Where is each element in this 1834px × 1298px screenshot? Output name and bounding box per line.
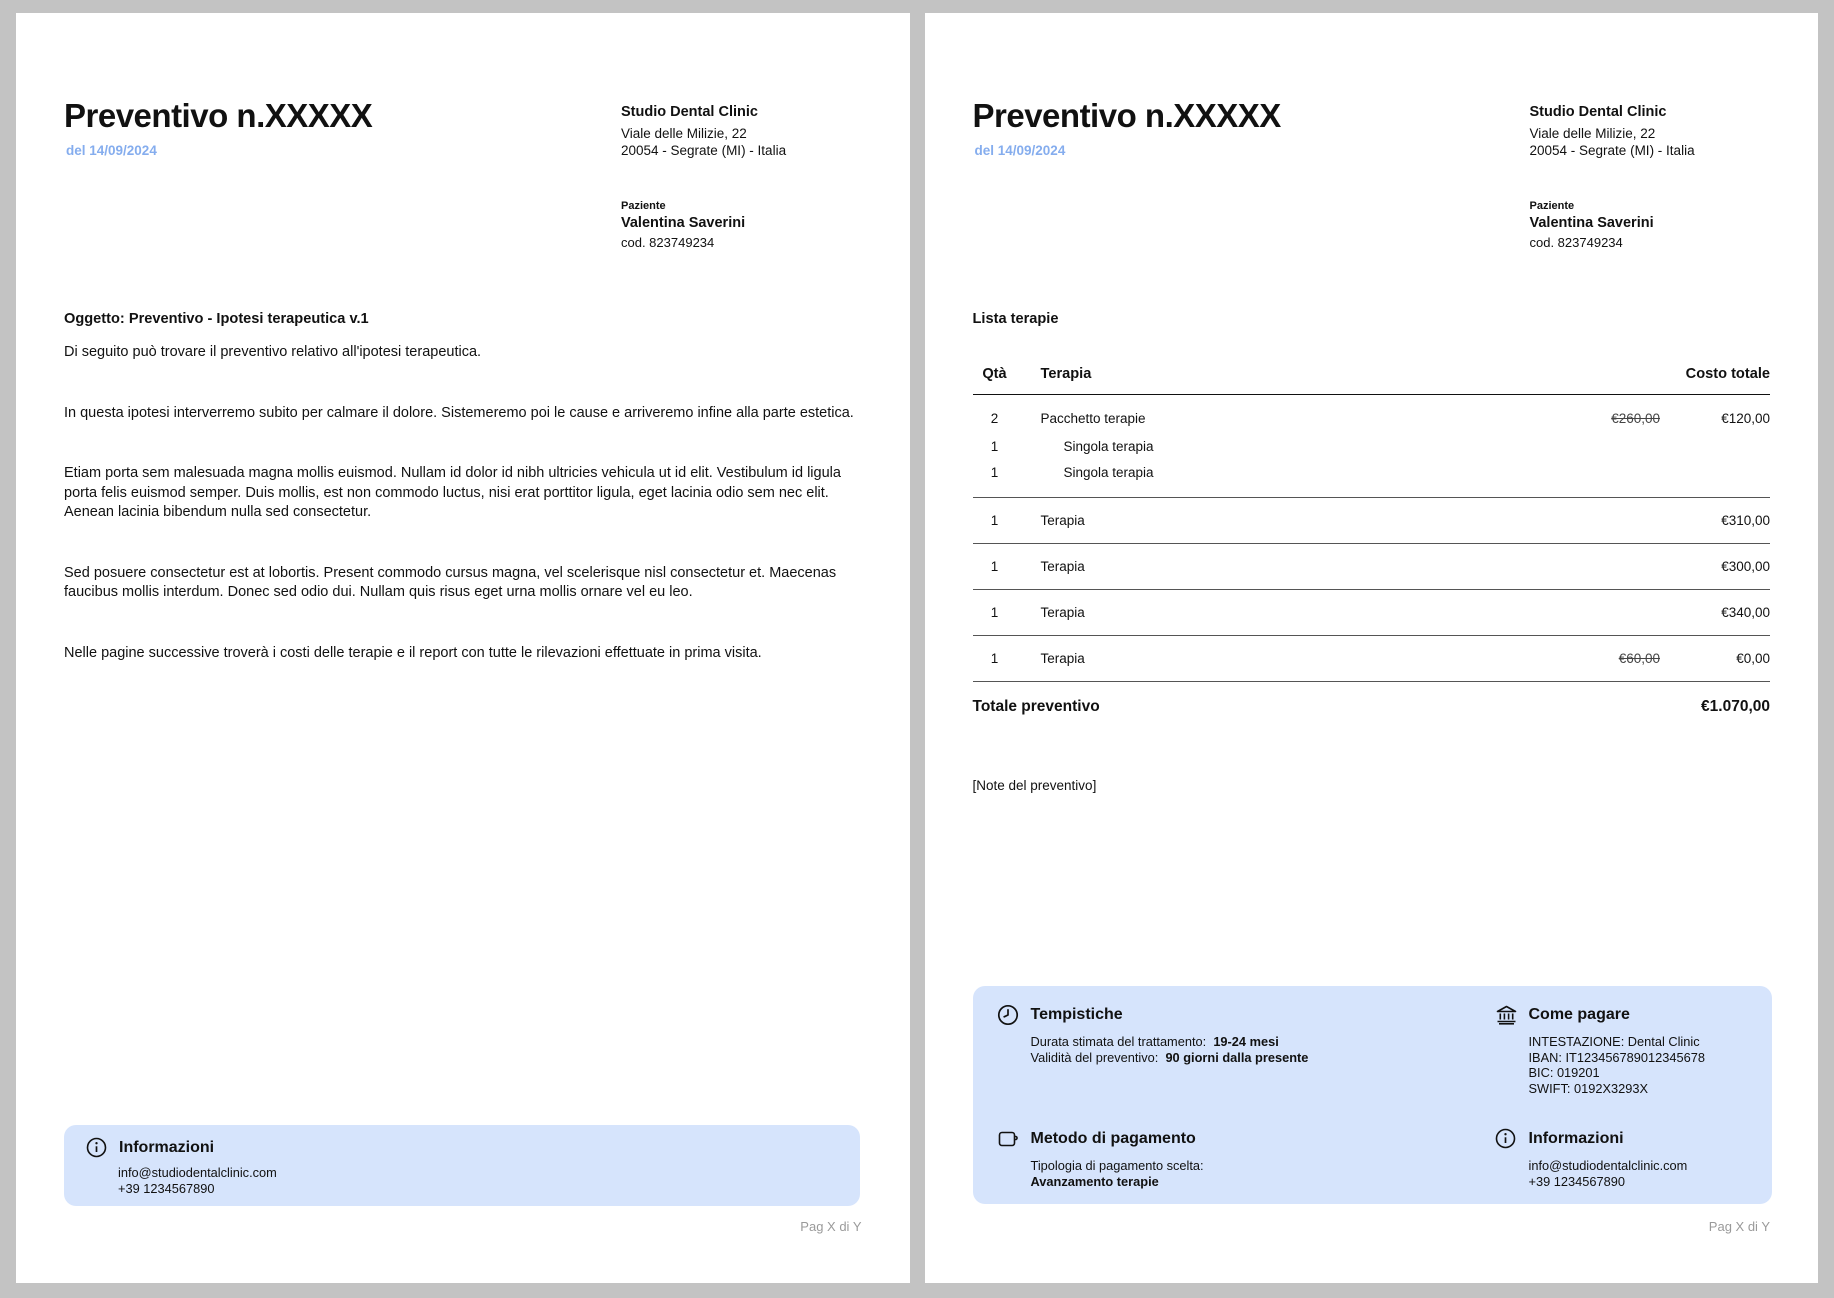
payment-method-title: Metodo di pagamento — [1030, 1130, 1196, 1147]
patient-name: Valentina Saverini — [621, 215, 746, 231]
table-row — [973, 602, 1771, 623]
payment-method-section — [997, 1130, 1204, 1189]
row-therapy: Terapia — [1040, 559, 1085, 574]
duration-value: 19-24 mesi — [1213, 1034, 1279, 1049]
how-to-pay-section — [1495, 1006, 1705, 1096]
payment-swift: SWIFT: 0192X3293X — [1528, 1080, 1649, 1096]
row-qty: 1 — [990, 559, 999, 574]
document-date: del 14/09/2024 — [66, 143, 157, 158]
patient-code: cod. 823749234 — [621, 235, 715, 250]
table-row — [973, 403, 1771, 433]
table-row — [973, 648, 1771, 669]
header-cost: Costo totale — [1685, 366, 1770, 382]
payment-type-label: Tipologia di pagamento scelta: — [1030, 1158, 1204, 1173]
how-to-pay-body — [1529, 1034, 1705, 1096]
payment-method-body — [1031, 1158, 1204, 1189]
payment-iban: IBAN: IT123456789012345678 — [1528, 1049, 1705, 1065]
row-therapy: Singola terapia — [1063, 438, 1154, 454]
bank-icon — [1495, 1004, 1518, 1026]
row-cost: €340,00 — [1721, 605, 1770, 620]
how-to-pay-title: Come pagare — [1528, 1006, 1630, 1023]
clinic-name: Studio Dental Clinic — [621, 104, 758, 120]
subject-line: Oggetto: Preventivo - Ipotesi terapeutica v.1 — [64, 311, 369, 327]
contact-email: info@studiodentalclinic.com — [118, 1165, 277, 1180]
page-number-footer: Pag X di Y — [800, 1219, 862, 1234]
timing-duration-line — [1031, 1034, 1309, 1050]
payment-panel — [973, 986, 1773, 1204]
paragraph: Etiam porta sem malesuada magna mollis euismod. Nullam id dolor id nibh ultricies vehicula ut id elit. Vestibulum id ligula porta felis euismod semper. Duis mollis, est non commodo luctus, nisi erat porttitor ligula, eget lacinia odio sem nec elit. Aenean lacinia bibendum nulla sed consectetur. — [64, 465, 841, 520]
clinic-address-line1: Viale delle Milizie, 22 — [1529, 126, 1656, 141]
payment-intestazione: INTESTAZIONE: Dental Clinic — [1528, 1034, 1700, 1049]
contact-phone: +39 1234567890 — [118, 1180, 215, 1196]
patient-label: Paziente — [621, 200, 666, 212]
timing-body — [1031, 1034, 1309, 1065]
payment-bic: BIC: 019201 — [1528, 1065, 1600, 1080]
table-row — [973, 433, 1771, 459]
header-right-column — [1530, 103, 1772, 251]
informazioni-title: Informazioni — [119, 1138, 215, 1156]
quote-notes: [Note del preventivo] — [972, 778, 1097, 793]
page-number-footer: Pag X di Y — [1708, 1219, 1770, 1234]
row-therapy: Terapia — [1040, 513, 1085, 528]
informazioni-box — [64, 1125, 860, 1206]
row-qty: 1 — [990, 464, 999, 480]
contact-email: info@studiodentalclinic.com — [1528, 1158, 1688, 1173]
clinic-address — [1530, 125, 1772, 159]
duration-label: Durata stimata del trattamento: — [1030, 1034, 1207, 1049]
total-row — [973, 682, 1771, 716]
patient-label: Paziente — [1529, 200, 1575, 212]
row-qty: 1 — [990, 513, 999, 528]
table-row — [973, 556, 1771, 577]
page-1 — [16, 13, 910, 1283]
header-right-column — [621, 103, 863, 251]
validity-label: Validità del preventivo: — [1030, 1049, 1159, 1065]
clinic-address-line2: 20054 - Segrate (MI) - Italia — [621, 143, 787, 158]
document-header — [64, 13, 862, 310]
clinic-address-line1: Viale delle Milizie, 22 — [621, 126, 747, 141]
row-original-cost: €60,00 — [1618, 651, 1660, 666]
clinic-address-line2: 20054 - Segrate (MI) - Italia — [1529, 143, 1695, 158]
total-label: Totale preventivo — [972, 698, 1100, 715]
timing-validity-line — [1031, 1050, 1309, 1066]
paragraph: Sed posuere consectetur est at lobortis. Present commodo cursus magna, vel scelerisque nisl consectetur et. Maecenas faucibus mollis interdum. Donec sed odio dui. Nullam quis risus eget urna mollis ornare vel eu leo. — [64, 564, 837, 600]
info-icon — [1495, 1128, 1516, 1149]
validity-value: 90 giorni dalla presente — [1165, 1049, 1309, 1065]
row-qty: 1 — [990, 605, 999, 620]
info-icon — [86, 1137, 107, 1158]
paragraph: Nelle pagine successive troverà i costi delle terapie e il report con tutte le rilevazioni effettuate in prima visita. — [64, 644, 762, 661]
row-therapy: Terapia — [1040, 605, 1085, 620]
therapy-list-title: Lista terapie — [972, 311, 1059, 327]
informazioni-section — [1495, 1130, 1688, 1189]
therapy-table — [973, 366, 1771, 716]
wallet-icon — [997, 1128, 1019, 1150]
clinic-address — [621, 125, 863, 159]
page-2 — [925, 13, 1819, 1283]
table-row-group — [973, 590, 1771, 636]
informazioni-body — [118, 1165, 277, 1196]
clinic-name: Studio Dental Clinic — [1529, 104, 1667, 120]
patient-block — [1530, 200, 1772, 251]
row-therapy: Singola terapia — [1063, 464, 1154, 480]
informazioni-body — [1529, 1158, 1688, 1189]
document-header — [973, 13, 1771, 310]
row-cost: €120,00 — [1721, 410, 1770, 426]
row-therapy: Pacchetto terapie — [1040, 410, 1146, 426]
header-qty: Qtà — [982, 366, 1007, 382]
header-therapy: Terapia — [1040, 366, 1092, 382]
row-cost: €300,00 — [1721, 559, 1770, 574]
patient-block — [621, 200, 863, 251]
row-therapy: Terapia — [1040, 651, 1085, 666]
informazioni-title: Informazioni — [1528, 1130, 1624, 1147]
contact-phone: +39 1234567890 — [1528, 1173, 1625, 1189]
row-qty: 1 — [990, 438, 999, 454]
patient-name: Valentina Saverini — [1529, 215, 1654, 231]
row-qty: 1 — [990, 651, 999, 666]
table-row-group — [973, 544, 1771, 590]
page-title: Preventivo n.XXXXX — [972, 97, 1281, 134]
patient-code: cod. 823749234 — [1529, 235, 1623, 250]
table-row-group — [973, 636, 1771, 682]
page-title: Preventivo n.XXXXX — [64, 97, 373, 134]
paragraph: Di seguito può trovare il preventivo relativo all'ipotesi terapeutica. — [64, 344, 482, 360]
row-cost: €310,00 — [1721, 513, 1770, 528]
table-row-group — [973, 498, 1771, 544]
row-qty: 2 — [990, 410, 999, 426]
table-row-group — [973, 395, 1771, 498]
timing-title: Tempistiche — [1030, 1006, 1123, 1023]
table-row — [973, 510, 1771, 531]
total-value: €1.070,00 — [1701, 698, 1770, 715]
document-date: del 14/09/2024 — [974, 143, 1066, 158]
row-original-cost: €260,00 — [1611, 410, 1660, 426]
paragraph: In questa ipotesi interverremo subito per calmare il dolore. Sistemeremo poi le cause e arriveremo infine alla parte estetica. — [64, 404, 854, 421]
row-cost: €0,00 — [1736, 651, 1770, 666]
table-body — [973, 395, 1771, 682]
payment-type-value: Avanzamento terapie — [1030, 1173, 1159, 1189]
timing-section — [997, 1006, 1309, 1065]
clock-icon — [997, 1004, 1019, 1026]
informazioni-title-row — [86, 1137, 214, 1158]
table-header-row — [973, 366, 1771, 395]
table-row — [973, 459, 1771, 485]
